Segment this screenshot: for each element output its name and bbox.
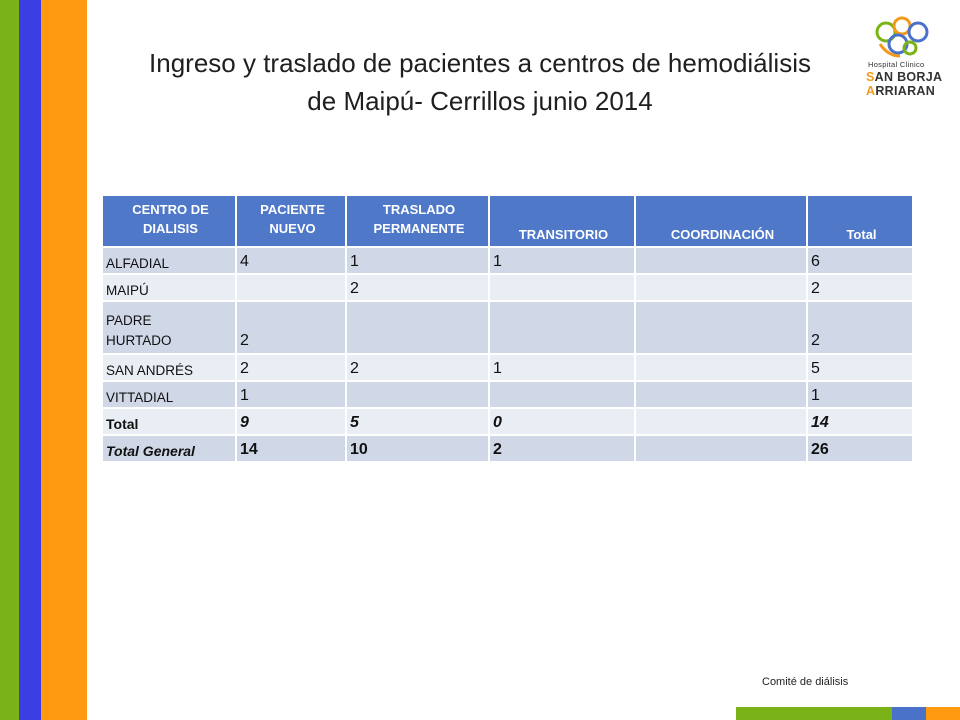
- row-name: MAIPÚ: [102, 274, 236, 301]
- table-header-row: [102, 195, 913, 247]
- logo-name-line-2-rest: RRIARAN: [875, 84, 936, 98]
- header-paciente-nuevo: PACIENTE NUEVO: [236, 195, 346, 247]
- cell-paciente-nuevo: 2: [236, 301, 346, 354]
- cell-transitorio: [489, 274, 635, 301]
- logo-hospital-label: Hospital Clinico: [868, 60, 925, 69]
- logo-name-line-1-rest: AN BORJA: [874, 70, 943, 84]
- cell-coordinacion: [635, 247, 807, 274]
- cell-paciente-nuevo: 14: [236, 435, 346, 462]
- cell-traslado-permanente: 5: [346, 408, 489, 435]
- footer-label: Comité de diálisis: [762, 676, 849, 688]
- cell-total: 14: [807, 408, 913, 435]
- cell-paciente-nuevo: 9: [236, 408, 346, 435]
- slide-title: [100, 44, 860, 120]
- cell-coordinacion: [635, 435, 807, 462]
- row-name: ALFADIAL: [102, 247, 236, 274]
- cell-transitorio: 1: [489, 247, 635, 274]
- cell-total: 6: [807, 247, 913, 274]
- header-traslado-permanente: TRASLADO PERMANENTE: [346, 195, 489, 247]
- table-row: [102, 354, 913, 381]
- logo-name-line-1: SAN BORJA: [866, 70, 943, 84]
- row-name: Total General: [102, 435, 236, 462]
- row-name: SAN ANDRÉS: [102, 354, 236, 381]
- title-line-1: Ingreso y traslado de pacientes a centros de hemodiálisis: [149, 48, 811, 78]
- bottom-bar-green: [736, 707, 892, 720]
- left-stripe-orange: [41, 0, 87, 720]
- cell-traslado-permanente: 2: [346, 274, 489, 301]
- header-total: Total: [807, 195, 913, 247]
- cell-traslado-permanente: 1: [346, 247, 489, 274]
- table-row: [102, 247, 913, 274]
- table-row-total: [102, 408, 913, 435]
- cell-transitorio: 1: [489, 354, 635, 381]
- header-centro: CENTRO DE DIALISIS: [102, 195, 236, 247]
- logo-name-line-2: ARRIARAN: [866, 84, 936, 98]
- row-name: PADRE HURTADO: [102, 301, 236, 354]
- row-name: VITTADIAL: [102, 381, 236, 408]
- table-row: [102, 301, 913, 354]
- cell-total: 2: [807, 274, 913, 301]
- cell-paciente-nuevo: 4: [236, 247, 346, 274]
- cell-traslado-permanente: [346, 381, 489, 408]
- data-table: [101, 194, 914, 463]
- table-row: [102, 274, 913, 301]
- title-line-2: de Maipú- Cerrillos junio 2014: [307, 86, 653, 116]
- row-name: Total: [102, 408, 236, 435]
- bottom-bar-orange: [926, 707, 960, 720]
- cell-transitorio: 0: [489, 408, 635, 435]
- cell-paciente-nuevo: 1: [236, 381, 346, 408]
- bottom-bar-blue: [892, 707, 926, 720]
- left-stripe-green: [0, 0, 19, 720]
- cell-transitorio: [489, 301, 635, 354]
- cell-coordinacion: [635, 381, 807, 408]
- table-row-total-general: [102, 435, 913, 462]
- table-row: [102, 381, 913, 408]
- cell-paciente-nuevo: 2: [236, 354, 346, 381]
- left-stripe-blue: [19, 0, 41, 720]
- cell-paciente-nuevo: [236, 274, 346, 301]
- cell-coordinacion: [635, 354, 807, 381]
- cell-coordinacion: [635, 408, 807, 435]
- cell-traslado-permanente: [346, 301, 489, 354]
- cell-total: 5: [807, 354, 913, 381]
- header-coordinacion: COORDINACIÓN: [635, 195, 807, 247]
- header-transitorio: TRANSITORIO: [489, 195, 635, 247]
- cell-total: 2: [807, 301, 913, 354]
- cell-traslado-permanente: 10: [346, 435, 489, 462]
- cell-transitorio: [489, 381, 635, 408]
- cell-coordinacion: [635, 301, 807, 354]
- cell-coordinacion: [635, 274, 807, 301]
- cell-total: 1: [807, 381, 913, 408]
- cell-transitorio: 2: [489, 435, 635, 462]
- cell-total: 26: [807, 435, 913, 462]
- cell-traslado-permanente: 2: [346, 354, 489, 381]
